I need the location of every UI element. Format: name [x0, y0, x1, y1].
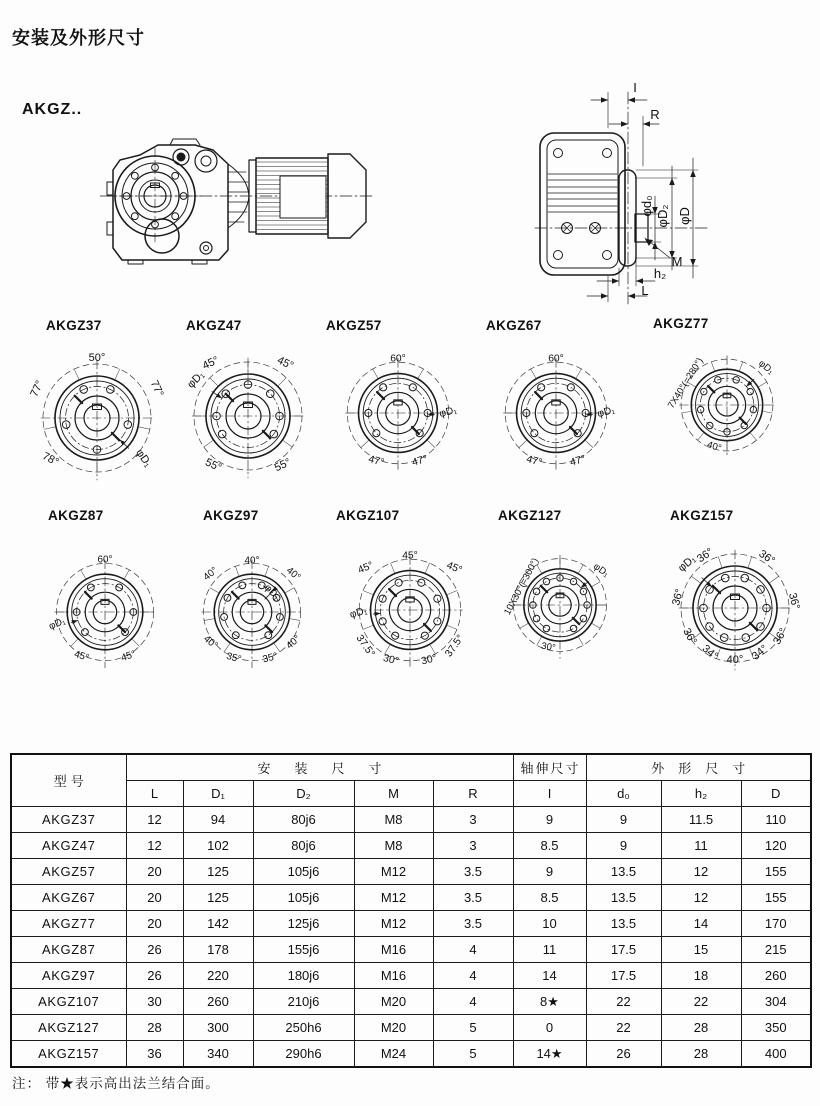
dim-label-phi-d2: φD₂ — [655, 204, 670, 228]
flange-name: AKGZ127 — [498, 508, 562, 523]
cell-I: 11 — [513, 937, 586, 963]
cell-I: 8.5 — [513, 885, 586, 911]
dim-label-phi-d: φD — [677, 207, 692, 225]
flange-angle-label: 10X30°(=300°) — [502, 556, 542, 617]
col-header-5: I — [513, 781, 586, 807]
cell-R: 4 — [433, 963, 513, 989]
cell-M: M8 — [354, 807, 433, 833]
col-header-0: L — [126, 781, 183, 807]
cell-D₂: 80j6 — [253, 807, 354, 833]
flange-angle-label: 47° — [525, 454, 544, 469]
cell-h₂: 28 — [661, 1015, 741, 1041]
flange-name: AKGZ77 — [653, 316, 709, 331]
flange-angle-label: 7X40°(=280°) — [665, 355, 706, 411]
table-row — [11, 963, 811, 989]
cell-h₂: 12 — [661, 859, 741, 885]
table-row — [11, 859, 811, 885]
col-header-4: R — [433, 781, 513, 807]
cell-D: 155 — [741, 859, 811, 885]
cell-D: 120 — [741, 833, 811, 859]
col-header-6: d₀ — [586, 781, 661, 807]
cell-d₀: 13.5 — [586, 859, 661, 885]
flange-svg-akgz67 — [476, 329, 636, 497]
cell-D: 170 — [741, 911, 811, 937]
cell-R: 4 — [433, 989, 513, 1015]
cell-d₀: 13.5 — [586, 911, 661, 937]
flange-angle-label: 40° — [201, 565, 221, 584]
col-header-2: D₂ — [253, 781, 354, 807]
cell-D₂: 155j6 — [253, 937, 354, 963]
cell-I: 14 — [513, 963, 586, 989]
cell-D₁: 102 — [183, 833, 253, 859]
cell-M: M16 — [354, 937, 433, 963]
cell-R: 3.5 — [433, 885, 513, 911]
cell-R: 5 — [433, 1015, 513, 1041]
flange-diagram — [647, 321, 807, 494]
flange-angle-label: 34° — [749, 642, 771, 663]
cell-R: 3 — [433, 807, 513, 833]
cell-model: AKGZ97 — [11, 963, 126, 989]
col-header-3: M — [354, 781, 433, 807]
cell-R: 4 — [433, 937, 513, 963]
cell-R: 3 — [433, 833, 513, 859]
cell-L: 26 — [126, 937, 183, 963]
cell-M: M20 — [354, 1015, 433, 1041]
cell-D₂: 180j6 — [253, 963, 354, 989]
flange-diameter-label: φD₁ — [676, 553, 699, 575]
cell-model: AKGZ67 — [11, 885, 126, 911]
flange-angle-label: 55° — [203, 456, 224, 475]
dim-label-r: R — [650, 107, 660, 122]
cell-L: 30 — [126, 989, 183, 1015]
cell-D: 304 — [741, 989, 811, 1015]
flange-angle-label: 78° — [40, 450, 61, 469]
cell-d₀: 17.5 — [586, 937, 661, 963]
cell-model: AKGZ57 — [11, 859, 126, 885]
flange-diameter-label: φD₁ — [47, 615, 68, 633]
flange-angle-label: 30° — [540, 640, 557, 654]
cell-L: 36 — [126, 1041, 183, 1068]
flange-angle-label: 40° — [244, 555, 260, 567]
table-row — [11, 1041, 811, 1068]
cell-model: AKGZ37 — [11, 807, 126, 833]
flange-angle-label: 40° — [283, 565, 303, 584]
cell-L: 12 — [126, 833, 183, 859]
cell-M: M20 — [354, 989, 433, 1015]
cell-D₁: 220 — [183, 963, 253, 989]
gearmotor-side-view-drawing — [100, 130, 380, 280]
flange-angle-label: 36° — [670, 587, 687, 607]
flange-svg-akgz57 — [318, 329, 478, 497]
flange-angle-label: 37.5° — [353, 633, 377, 660]
cell-L: 20 — [126, 911, 183, 937]
cell-M: M12 — [354, 859, 433, 885]
flange-name: AKGZ97 — [203, 508, 259, 523]
flange-angle-label: 36° — [785, 591, 802, 611]
flange-svg-akgz157 — [655, 524, 815, 692]
table-row — [11, 833, 811, 859]
cell-L: 28 — [126, 1015, 183, 1041]
flange-angle-label: 36° — [771, 626, 790, 647]
cell-d₀: 9 — [586, 807, 661, 833]
cell-D₁: 300 — [183, 1015, 253, 1041]
flange-angle-label: 45° — [356, 560, 376, 577]
flange-angle-label: 40° — [201, 633, 220, 652]
flange-diameter-label: φD₁ — [756, 357, 776, 377]
flange-angle-label: 77° — [28, 378, 47, 399]
flange-diameter-label: φD₁ — [348, 605, 369, 621]
cell-h₂: 11.5 — [661, 807, 741, 833]
cell-h₂: 28 — [661, 1041, 741, 1068]
col-header-model: 型号 — [11, 754, 126, 807]
table-row — [11, 989, 811, 1015]
dimensions-table — [10, 753, 812, 1068]
cell-h₂: 18 — [661, 963, 741, 989]
flange-diagram — [330, 526, 490, 699]
dim-label-i: I — [633, 80, 637, 95]
flange-svg-akgz127 — [480, 521, 640, 689]
flange-svg-akgz47 — [168, 332, 328, 500]
cell-d₀: 22 — [586, 989, 661, 1015]
cell-h₂: 11 — [661, 833, 741, 859]
flange-diagram — [480, 521, 640, 694]
flange-svg-akgz77 — [647, 321, 807, 489]
flange-angle-label: 36° — [756, 547, 777, 568]
series-label: AKGZ.. — [22, 101, 83, 118]
cell-L: 12 — [126, 807, 183, 833]
dim-label-phi-d0: φd₀ — [639, 195, 654, 217]
col-group-header-0: 安装尺寸 — [126, 754, 513, 781]
col-header-7: h₂ — [661, 781, 741, 807]
flange-diameter-label: φD₁ — [133, 447, 154, 470]
cell-h₂: 22 — [661, 989, 741, 1015]
cell-model: AKGZ77 — [11, 911, 126, 937]
flange-angle-label: 45° — [275, 354, 296, 373]
flange-name: AKGZ107 — [336, 508, 400, 523]
cell-D₂: 105j6 — [253, 885, 354, 911]
cell-model: AKGZ157 — [11, 1041, 126, 1068]
flange-name: AKGZ37 — [46, 318, 102, 333]
cell-D: 400 — [741, 1041, 811, 1068]
gearmotor-dimension-drawing — [495, 78, 730, 318]
dim-label-h2: h₂ — [653, 266, 667, 281]
flange-diameter-label: φD₁ — [596, 404, 617, 421]
flange-name: AKGZ87 — [48, 508, 104, 523]
cell-D₁: 94 — [183, 807, 253, 833]
flange-diameter-label: φD₁ — [184, 368, 207, 391]
flange-name: AKGZ57 — [326, 318, 382, 333]
flange-angle-label: 35° — [225, 650, 243, 666]
cell-L: 20 — [126, 885, 183, 911]
flange-diagram — [655, 524, 815, 697]
cell-D₁: 125 — [183, 885, 253, 911]
cell-M: M12 — [354, 885, 433, 911]
flange-diameter-label: φD₁ — [591, 561, 611, 580]
page-title: 安装及外形尺寸 — [12, 28, 145, 48]
flange-diagram — [172, 528, 332, 701]
flange-name: AKGZ157 — [670, 508, 734, 523]
flange-diagram — [17, 334, 177, 507]
cell-D: 110 — [741, 807, 811, 833]
flange-angle-label: 55° — [272, 456, 293, 475]
table-row — [11, 807, 811, 833]
flange-angle-label: 77° — [147, 378, 166, 399]
flange-angle-label: 47° — [568, 454, 587, 469]
flange-angle-label: 47° — [367, 454, 386, 469]
cell-I: 10 — [513, 911, 586, 937]
table-row — [11, 937, 811, 963]
cell-D₂: 125j6 — [253, 911, 354, 937]
cell-R: 5 — [433, 1041, 513, 1068]
table-row — [11, 911, 811, 937]
cell-D₁: 142 — [183, 911, 253, 937]
dim-label-l: L — [641, 283, 649, 298]
cell-D₂: 290h6 — [253, 1041, 354, 1068]
col-header-1: D₁ — [183, 781, 253, 807]
col-group-header-2: 外形尺寸 — [586, 754, 811, 781]
flange-svg-akgz37 — [17, 334, 177, 502]
flange-angle-label: 37.5° — [443, 633, 467, 660]
flange-svg-akgz107 — [330, 526, 490, 694]
cell-M: M12 — [354, 911, 433, 937]
flange-angle-label: 60° — [97, 554, 113, 566]
cell-model: AKGZ107 — [11, 989, 126, 1015]
cell-D₁: 340 — [183, 1041, 253, 1068]
flange-angle-label: 47° — [410, 454, 429, 469]
cell-d₀: 17.5 — [586, 963, 661, 989]
flange-angle-label: 60° — [548, 353, 564, 365]
flange-angle-label: 36° — [680, 626, 699, 647]
cell-D: 155 — [741, 885, 811, 911]
cell-R: 3.5 — [433, 911, 513, 937]
flange-name: AKGZ47 — [186, 318, 242, 333]
flange-angle-label: 30° — [420, 652, 439, 668]
cell-D₂: 105j6 — [253, 859, 354, 885]
flange-angle-label: 45° — [402, 550, 418, 562]
cell-h₂: 15 — [661, 937, 741, 963]
cell-I: 8.5 — [513, 833, 586, 859]
flange-angle-label: 60° — [390, 353, 406, 365]
flange-svg-akgz87 — [25, 528, 185, 696]
cell-I: 9 — [513, 859, 586, 885]
cell-D: 215 — [741, 937, 811, 963]
cell-h₂: 12 — [661, 885, 741, 911]
flange-name: AKGZ67 — [486, 318, 542, 333]
cell-R: 3.5 — [433, 859, 513, 885]
flange-diagram — [168, 332, 328, 505]
flange-angle-label: 35° — [261, 650, 279, 666]
cell-D₂: 250h6 — [253, 1015, 354, 1041]
cell-D: 260 — [741, 963, 811, 989]
footnote: 注： 带★表示高出法兰结合面。 — [12, 1076, 220, 1091]
flange-angle-label: 30° — [381, 652, 400, 668]
cell-d₀: 9 — [586, 833, 661, 859]
flange-diagram — [318, 329, 478, 502]
cell-I: 8★ — [513, 989, 586, 1015]
cell-model: AKGZ87 — [11, 937, 126, 963]
cell-D₁: 260 — [183, 989, 253, 1015]
cell-d₀: 26 — [586, 1041, 661, 1068]
table-row — [11, 1015, 811, 1041]
cell-M: M8 — [354, 833, 433, 859]
cell-model: AKGZ127 — [11, 1015, 126, 1041]
table-row — [11, 885, 811, 911]
cell-I: 0 — [513, 1015, 586, 1041]
cell-M: M16 — [354, 963, 433, 989]
cell-model: AKGZ47 — [11, 833, 126, 859]
flange-angle-label: 45° — [72, 648, 91, 664]
flange-angle-label: 40° — [726, 654, 744, 666]
flange-angle-label: 34° — [699, 642, 721, 663]
cell-M: M24 — [354, 1041, 433, 1068]
cell-L: 20 — [126, 859, 183, 885]
col-group-header-1: 轴伸尺寸 — [513, 754, 586, 781]
cell-D₁: 125 — [183, 859, 253, 885]
flange-angle-label: 36° — [695, 545, 716, 566]
flange-angle-label: 45° — [200, 354, 221, 373]
flange-diagram — [25, 528, 185, 701]
flange-angle-label: 50° — [88, 352, 106, 364]
cell-L: 26 — [126, 963, 183, 989]
cell-D₂: 80j6 — [253, 833, 354, 859]
flange-diameter-label: φD₁ — [438, 404, 459, 421]
cell-D: 350 — [741, 1015, 811, 1041]
col-header-8: D — [741, 781, 811, 807]
cell-I: 14★ — [513, 1041, 586, 1068]
cell-I: 9 — [513, 807, 586, 833]
flange-svg-akgz97 — [172, 528, 332, 696]
flange-angle-label: 40° — [284, 633, 303, 652]
flange-angle-label: 45° — [119, 648, 138, 664]
cell-D₁: 178 — [183, 937, 253, 963]
flange-diameter-label: φD₁ — [261, 582, 282, 603]
cell-d₀: 22 — [586, 1015, 661, 1041]
flange-angle-label: 45° — [444, 560, 464, 577]
flange-angle-label: 40° — [705, 439, 723, 455]
cell-d₀: 13.5 — [586, 885, 661, 911]
cell-D₂: 210j6 — [253, 989, 354, 1015]
dim-label-m: M — [671, 254, 683, 269]
cell-h₂: 14 — [661, 911, 741, 937]
flange-diagram — [476, 329, 636, 502]
